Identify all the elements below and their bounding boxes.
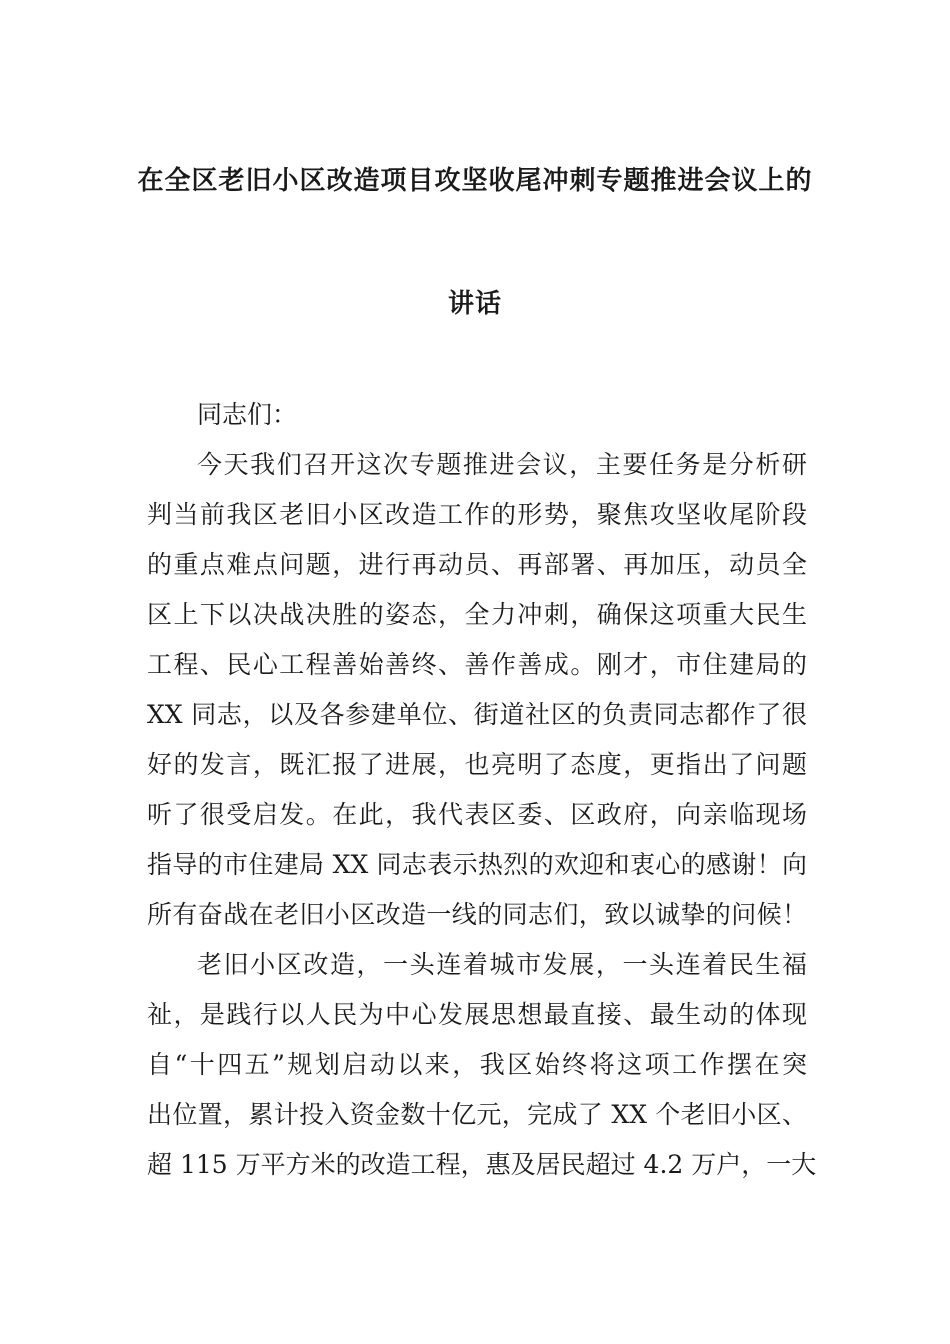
paragraph-1-line: 今天我们召开这次专题推进会议，主要任务是分析研: [197, 450, 807, 479]
salutation: 同志们：: [197, 400, 298, 429]
paragraph-1-line: XX 同志，以及各参建单位、街道社区的负责同志都作了很: [147, 700, 807, 729]
paragraph-1-line: 听了很受启发。在此，我代表区委、区政府，向亲临现场: [147, 800, 807, 829]
paragraph-1-line: 指导的市住建局 XX 同志表示热烈的欢迎和衷心的感谢！向: [147, 850, 807, 879]
paragraph-1-line: 好的发言，既汇报了进展，也亮明了态度，更指出了问题: [147, 750, 807, 779]
title-line-1: 在全区老旧小区改造项目攻坚收尾冲刺专题推进会议上的: [137, 166, 813, 196]
paragraph-2-line: 出位置，累计投入资金数十亿元，完成了 XX 个老旧小区、: [147, 1100, 807, 1129]
paragraph-2-line: 自“十四五”规划启动以来，我区始终将这项工作摆在突: [147, 1050, 807, 1079]
paragraph-2-line: 祉，是践行以人民为中心发展思想最直接、最生动的体现: [147, 1000, 807, 1029]
title-line-2: 讲话: [447, 289, 502, 319]
paragraph-1-line: 区上下以决战决胜的姿态，全力冲刺，确保这项重大民生: [147, 600, 807, 629]
paragraph-2-line: 老旧小区改造，一头连着城市发展，一头连着民生福: [197, 950, 807, 979]
paragraph-1-line: 所有奋战在老旧小区改造一线的同志们，致以诚挚的问候！: [147, 900, 807, 929]
paragraph-1-line: 判当前我区老旧小区改造工作的形势，聚焦攻坚收尾阶段: [147, 500, 807, 529]
paragraph-2-line: 超 115 万平方米的改造工程，惠及居民超过 4.2 万户，一大: [147, 1150, 817, 1179]
paragraph-1-line: 工程、民心工程善始善终、善作善成。刚才，市住建局的: [147, 650, 807, 679]
paragraph-1-line: 的重点难点问题，进行再动员、再部署、再加压，动员全: [147, 550, 807, 579]
